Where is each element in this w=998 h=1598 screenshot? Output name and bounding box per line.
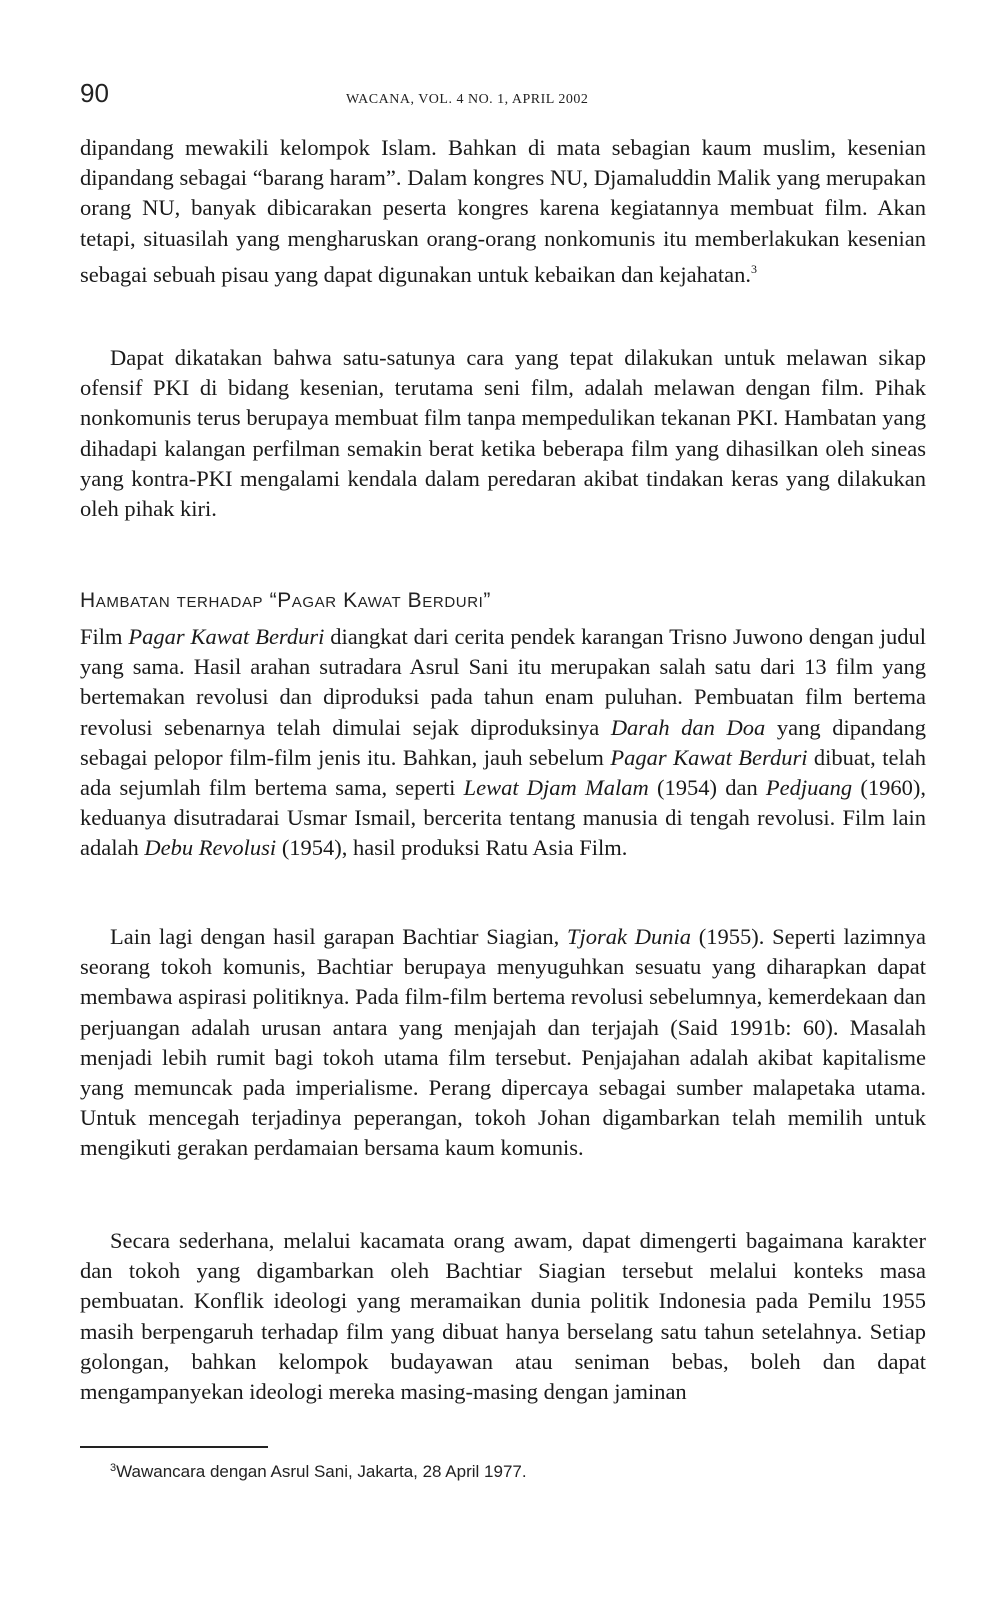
film-title: Pagar Kawat Berduri bbox=[610, 744, 808, 770]
section-heading: Hambatan terhadap “Pagar Kawat Berduri” bbox=[80, 589, 491, 612]
text-run: (1954), hasil produksi Ratu Asia Film. bbox=[276, 835, 628, 861]
paragraph-2: Dapat dikatakan bahwa satu-satunya cara yang tepat dilakukan untuk melawan sikap ofensif PKI di bidang kesenian, terutama seni film, adalah melawan dengan film. Pihak nonkomunis terus berupaya membuat film tanpa mempedulikan tekanan PKI. Hambatan yang dihadapi kalangan perfilman semakin berat ketika beberapa film yang dihasilkan oleh sineas yang kontra-PKI mengalami kendala dalam peredaran akibat tindakan keras yang dilakukan oleh pihak kiri. bbox=[80, 345, 926, 522]
text-run: dibuat, telah ada sejumlah film bertema sama, seperti bbox=[80, 744, 926, 801]
text-run: Lain lagi dengan hasil garapan Bachtiar Siagian, bbox=[110, 924, 568, 949]
film-title: Debu Revolusi bbox=[144, 835, 277, 861]
paragraph-1-text: dipandang mewakili kelompok Islam. Bahkan di mata sebagian kaum muslim, kesenian dipandang sebagai “barang haram”. Dalam kongres NU, Djamaluddin Malik yang merupakan orang NU, banyak dibicarakan peserta kongres karena kegiatannya membuat film. Akan tetapi, situasilah yang mengharuskan orang-orang nonkomunis itu memberlakukan kesenian sebagai sebuah pisau yang dapat digunakan untuk kebaikan dan kejahatan. bbox=[80, 135, 926, 287]
footnote bbox=[110, 1462, 527, 1482]
text-run: Film bbox=[80, 624, 129, 649]
page-number: 90 bbox=[80, 78, 109, 108]
footnote-reference: 3 bbox=[751, 261, 758, 276]
text-run: diangkat dari cerita pendek karangan Trisno Juwono dengan judul yang sama. Hasil arahan sutradara Asrul Sani itu merupakan salah satu dari 13 film yang bertemakan revolusi dan diproduksi pada tahun enam puluhan. Pembuatan film bertema revolusi sebenarnya telah dimulai sejak diproduksinya bbox=[80, 624, 926, 740]
film-title: Darah dan Doa bbox=[610, 714, 766, 740]
text-run: (1955). Seperti lazimnya seorang tokoh komunis, Bachtiar berupaya menyuguhkan sesuatu yang diharapkan dapat membawa aspirasi politiknya. Pada film-film bertema revolusi sebelumnya, kemerdekaan dan perjuangan adalah urusan antara yang menjajah dan terjajah (Said 1991b: 60). Masalah menjadi lebih rumit bagi tokoh utama film tersebut. Penjajahan adalah akibat kapitalisme yang memuncak pada imperialisme. Perang dipercaya sebagai sumber malapetaka utama. Untuk mencegah terjadinya peperangan, tokoh Johan digambarkan telah memilih untuk mengikuti gerakan perdamaian bersama kaum komunis. bbox=[80, 924, 926, 1161]
text-run: (1960), keduanya disutradarai Usmar Ismail, bercerita tentang manusia di tengah revolusi. Film lain adalah bbox=[80, 775, 926, 861]
footnote-text: Wawancara dengan Asrul Sani, Jakarta, 28 April 1977. bbox=[116, 1462, 527, 1481]
film-title: Tjorak Dunia bbox=[567, 924, 692, 949]
film-title: Pedjuang bbox=[765, 775, 853, 801]
text-run: (1954) dan bbox=[648, 775, 766, 801]
film-title: Lewat Djam Malam bbox=[463, 775, 649, 801]
paragraph-3 bbox=[80, 622, 926, 864]
footnote-divider bbox=[80, 1446, 268, 1448]
footnote-number: 3 bbox=[110, 1462, 117, 1474]
text-run: yang dipandang sebagai pelopor film-film jenis itu. Bahkan, jauh sebelum bbox=[80, 714, 926, 770]
film-title: Pagar Kawat Berduri bbox=[128, 624, 325, 649]
paragraph-1 bbox=[80, 133, 926, 290]
paragraph-4 bbox=[80, 922, 926, 1164]
running-head: WACANA, VOL. 4 NO. 1, APRIL 2002 bbox=[346, 92, 589, 107]
paragraph-5: Secara sederhana, melalui kacamata orang awam, dapat dimengerti bagaimana karakter dan tokoh yang digambarkan oleh Bachtiar Siagian tersebut melalui konteks masa pembuatan. Konflik ideologi yang meramaikan dunia politik Indonesia pada Pemilu 1955 masih berpengaruh terhadap film yang dibuat hanya berselang satu tahun setelahnya. Setiap golongan, bahkan kelompok budayawan atau seniman bebas, boleh dan dapat mengampanyekan ideologi mereka masing-masing dengan jaminan bbox=[80, 1228, 926, 1405]
